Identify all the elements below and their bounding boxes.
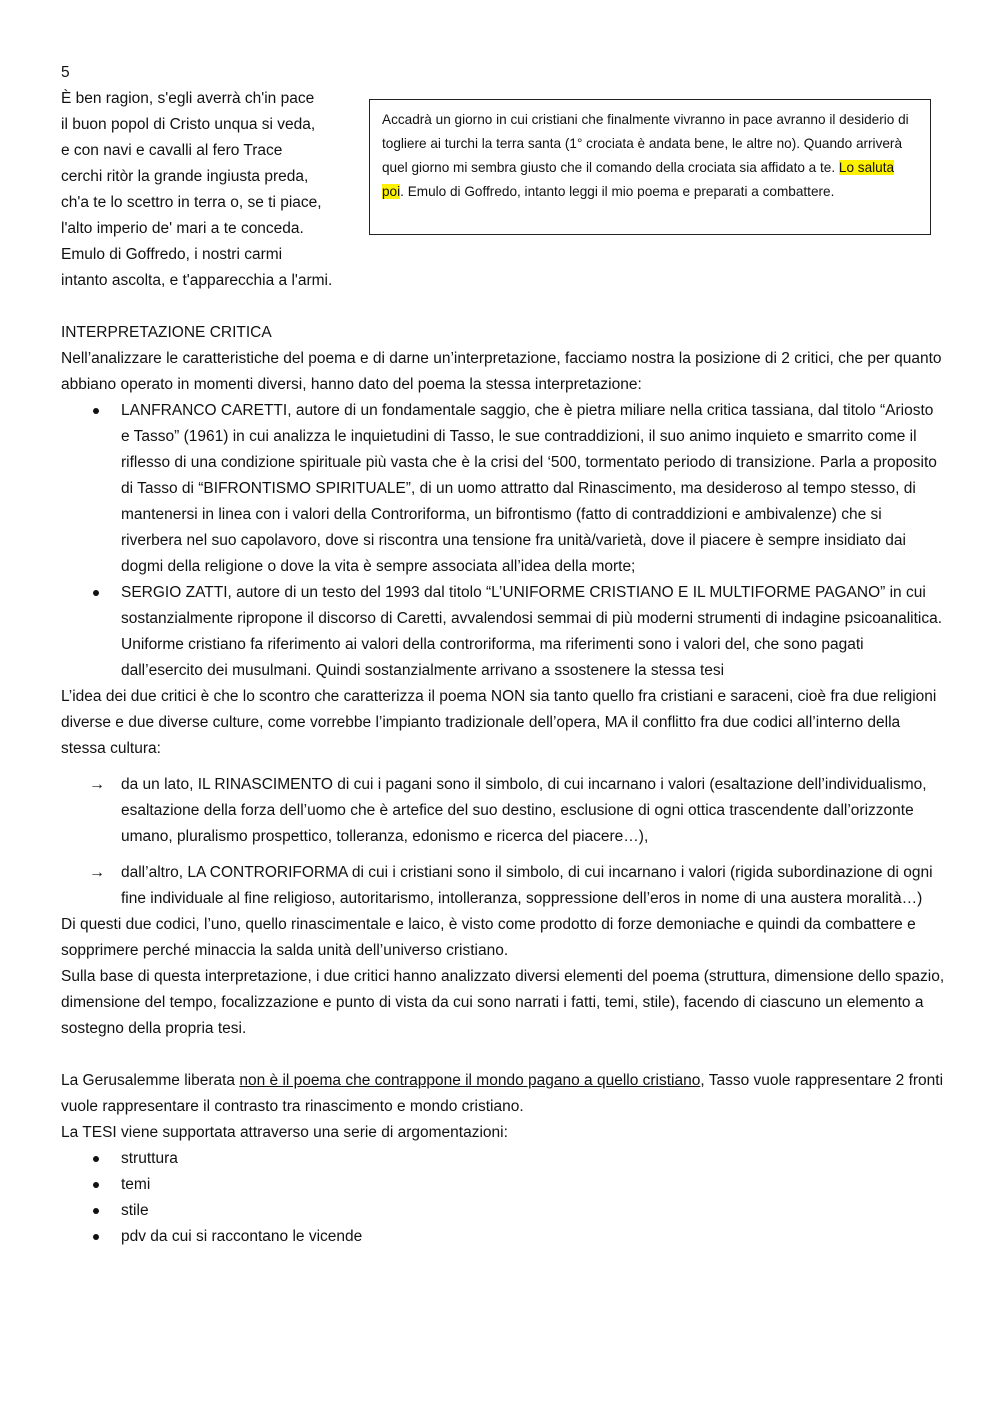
argument-item: temi <box>121 1172 946 1198</box>
paraphrase-box <box>369 99 931 235</box>
code-item-rinascimento: → da un lato, IL RINASCIMENTO di cui i pagani sono il simbolo, di cui incarnano i valori (esaltazione dell’individualismo, esaltazione della forza dell’uomo che è artefice del suo destino, esclusione di ogni ottica trascendente dall’orizzonte umano, pluralismo prospettico, tolleranza, edonismo e ricerca del piacere…), <box>121 772 946 850</box>
poem-stanza <box>61 86 371 294</box>
codes-list <box>61 772 946 912</box>
codes-paragraph: Di questi due codici, l’uno, quello rinascimentale e laico, è visto come prodotto di forze demoniache e quindi da combattere e sopprimere perché minaccia la salda unità dell’universo cristiano. <box>61 916 916 959</box>
analysis-paragraph: Sulla base di questa interpretazione, i due critici hanno analizzato diversi elementi del poema (struttura, dimensione dello spazio, dimensione del tempo, focalizzazione e punto di vista da cui sono narrati i fatti, temi, stile), facendo di ciascuno un elemento a sostegno della propria tesi. <box>61 968 945 1037</box>
gerusalemme-paragraph <box>61 1068 946 1120</box>
code-item-controriforma: → dall’altro, LA CONTRORIFORMA di cui i cristiani sono il simbolo, di cui incarnano i valori (rigida subordinazione di ogni fine individuale al fine religioso, autoritarismo, intolleranza, soppressione dell’eros in nome di una austera moralità…) <box>121 860 946 912</box>
poem-line: ch'a te lo scettro in terra o, se ti piace, <box>61 194 322 211</box>
critic-item-zatti: SERGIO ZATTI, autore di un testo del 1993 dal titolo “L’UNIFORME CRISTIANO E IL MULTIFORME PAGANO” in cui sostanzialmente ripropone il discorso di Caretti, avvalendosi semmai di più moderni strumenti di indagine psicoanalitica. Uniforme cristiano fa riferimento ai valori della controriforma, ma riferimenti sono i valori del, che sono pagati dall’esercito dei musulmani. Quindi sostanzialmente arrivano a ssostenere la stessa tesi <box>121 580 946 684</box>
arguments-list <box>61 1146 946 1250</box>
poem-line: Emulo di Goffredo, i nostri carmi <box>61 246 283 263</box>
gerusalemme-text-end: , Tasso vuole rappresentare 2 fronti vuole rappresentare il contrasto tra rinascimento e mondo cristiano. <box>61 1072 944 1115</box>
poem-line: l'alto imperio de' mari a te conceda. <box>61 220 304 237</box>
poem-line: cerchi ritòr la grande ingiusta preda, <box>61 168 309 185</box>
argument-item: struttura <box>121 1146 946 1172</box>
poem-line: il buon popol di Cristo unqua si veda, <box>61 116 316 133</box>
main-text <box>61 320 946 1250</box>
section-title: INTERPRETAZIONE CRITICA <box>61 324 272 341</box>
gerusalemme-text: La Gerusalemme liberata <box>61 1072 240 1089</box>
underlined-text: non è il poema che contrappone il mondo pagano a quello cristiano <box>239 1072 701 1089</box>
argument-item: pdv da cui si raccontano le vicende <box>121 1224 946 1250</box>
highlighted-text: Lo saluta poi <box>382 160 895 199</box>
critics-list <box>61 398 946 684</box>
thesis-intro: La TESI viene supportata attraverso una serie di argomentazioni: <box>61 1124 508 1141</box>
idea-paragraph: L’idea dei due critici è che lo scontro che caratterizza il poema NON sia tanto quello fra cristiani e saraceni, cioè fra due religioni diverse e due diverse culture, come vorrebbe l’impianto tradizionale dell’opera, MA il conflitto fra due codici all’interno della stessa cultura: <box>61 688 937 757</box>
intro-paragraph: Nell’analizzare le caratteristiche del poema e di darne un’interpretazione, facciamo nostra la posizione di 2 critici, che per quanto abbiano operato in momenti diversi, hanno dato del poema la stessa interpretazione: <box>61 350 942 393</box>
poem-line: intanto ascolta, e t'apparecchia a l'armi. <box>61 272 333 289</box>
paraphrase-text-end: . Emulo di Goffredo, intanto leggi il mio poema e preparati a combattere. <box>400 184 835 199</box>
critic-item-caretti: LANFRANCO CARETTI, autore di un fondamentale saggio, che è pietra miliare nella critica tassiana, dal titolo “Ariosto e Tasso” (1961) in cui analizza le inquietudini di Tasso, le sue contraddizioni, il suo animo inquieto e smarrito come il riflesso di una condizione spirituale più vasta che è la crisi del ‘500, tormentato periodo di transizione. Parla a proposito di Tasso di “BIFRONTISMO SPIRITUALE”, di un uomo attratto dal Rinascimento, ma desideroso al tempo stesso, di mantenersi in linea con i valori della Controriforma, un bifrontismo (fatto di contraddizioni e ambivalenze) che si riverbera nel suo capolavoro, dove si riscontra una tensione fra unità/varietà, dove il piacere è sempre insidiato dai dogmi della religione o dove la vita è sempre associata all’idea della morte; <box>121 398 946 580</box>
page-number: 5 <box>61 64 70 81</box>
poem-line: e con navi e cavalli al fero Trace <box>61 142 283 159</box>
paraphrase-text: Accadrà un giorno in cui cristiani che finalmente vivranno in pace avranno il desiderio di togliere ai turchi la terra santa (1° crociata è andata bene, le altre no). Quando arriverà quel giorno mi sembra giusto che il comando della crociata sia affidato a te. <box>382 112 909 175</box>
argument-item: stile <box>121 1198 946 1224</box>
poem-line: È ben ragion, s'egli averrà ch'in pace <box>61 90 315 107</box>
